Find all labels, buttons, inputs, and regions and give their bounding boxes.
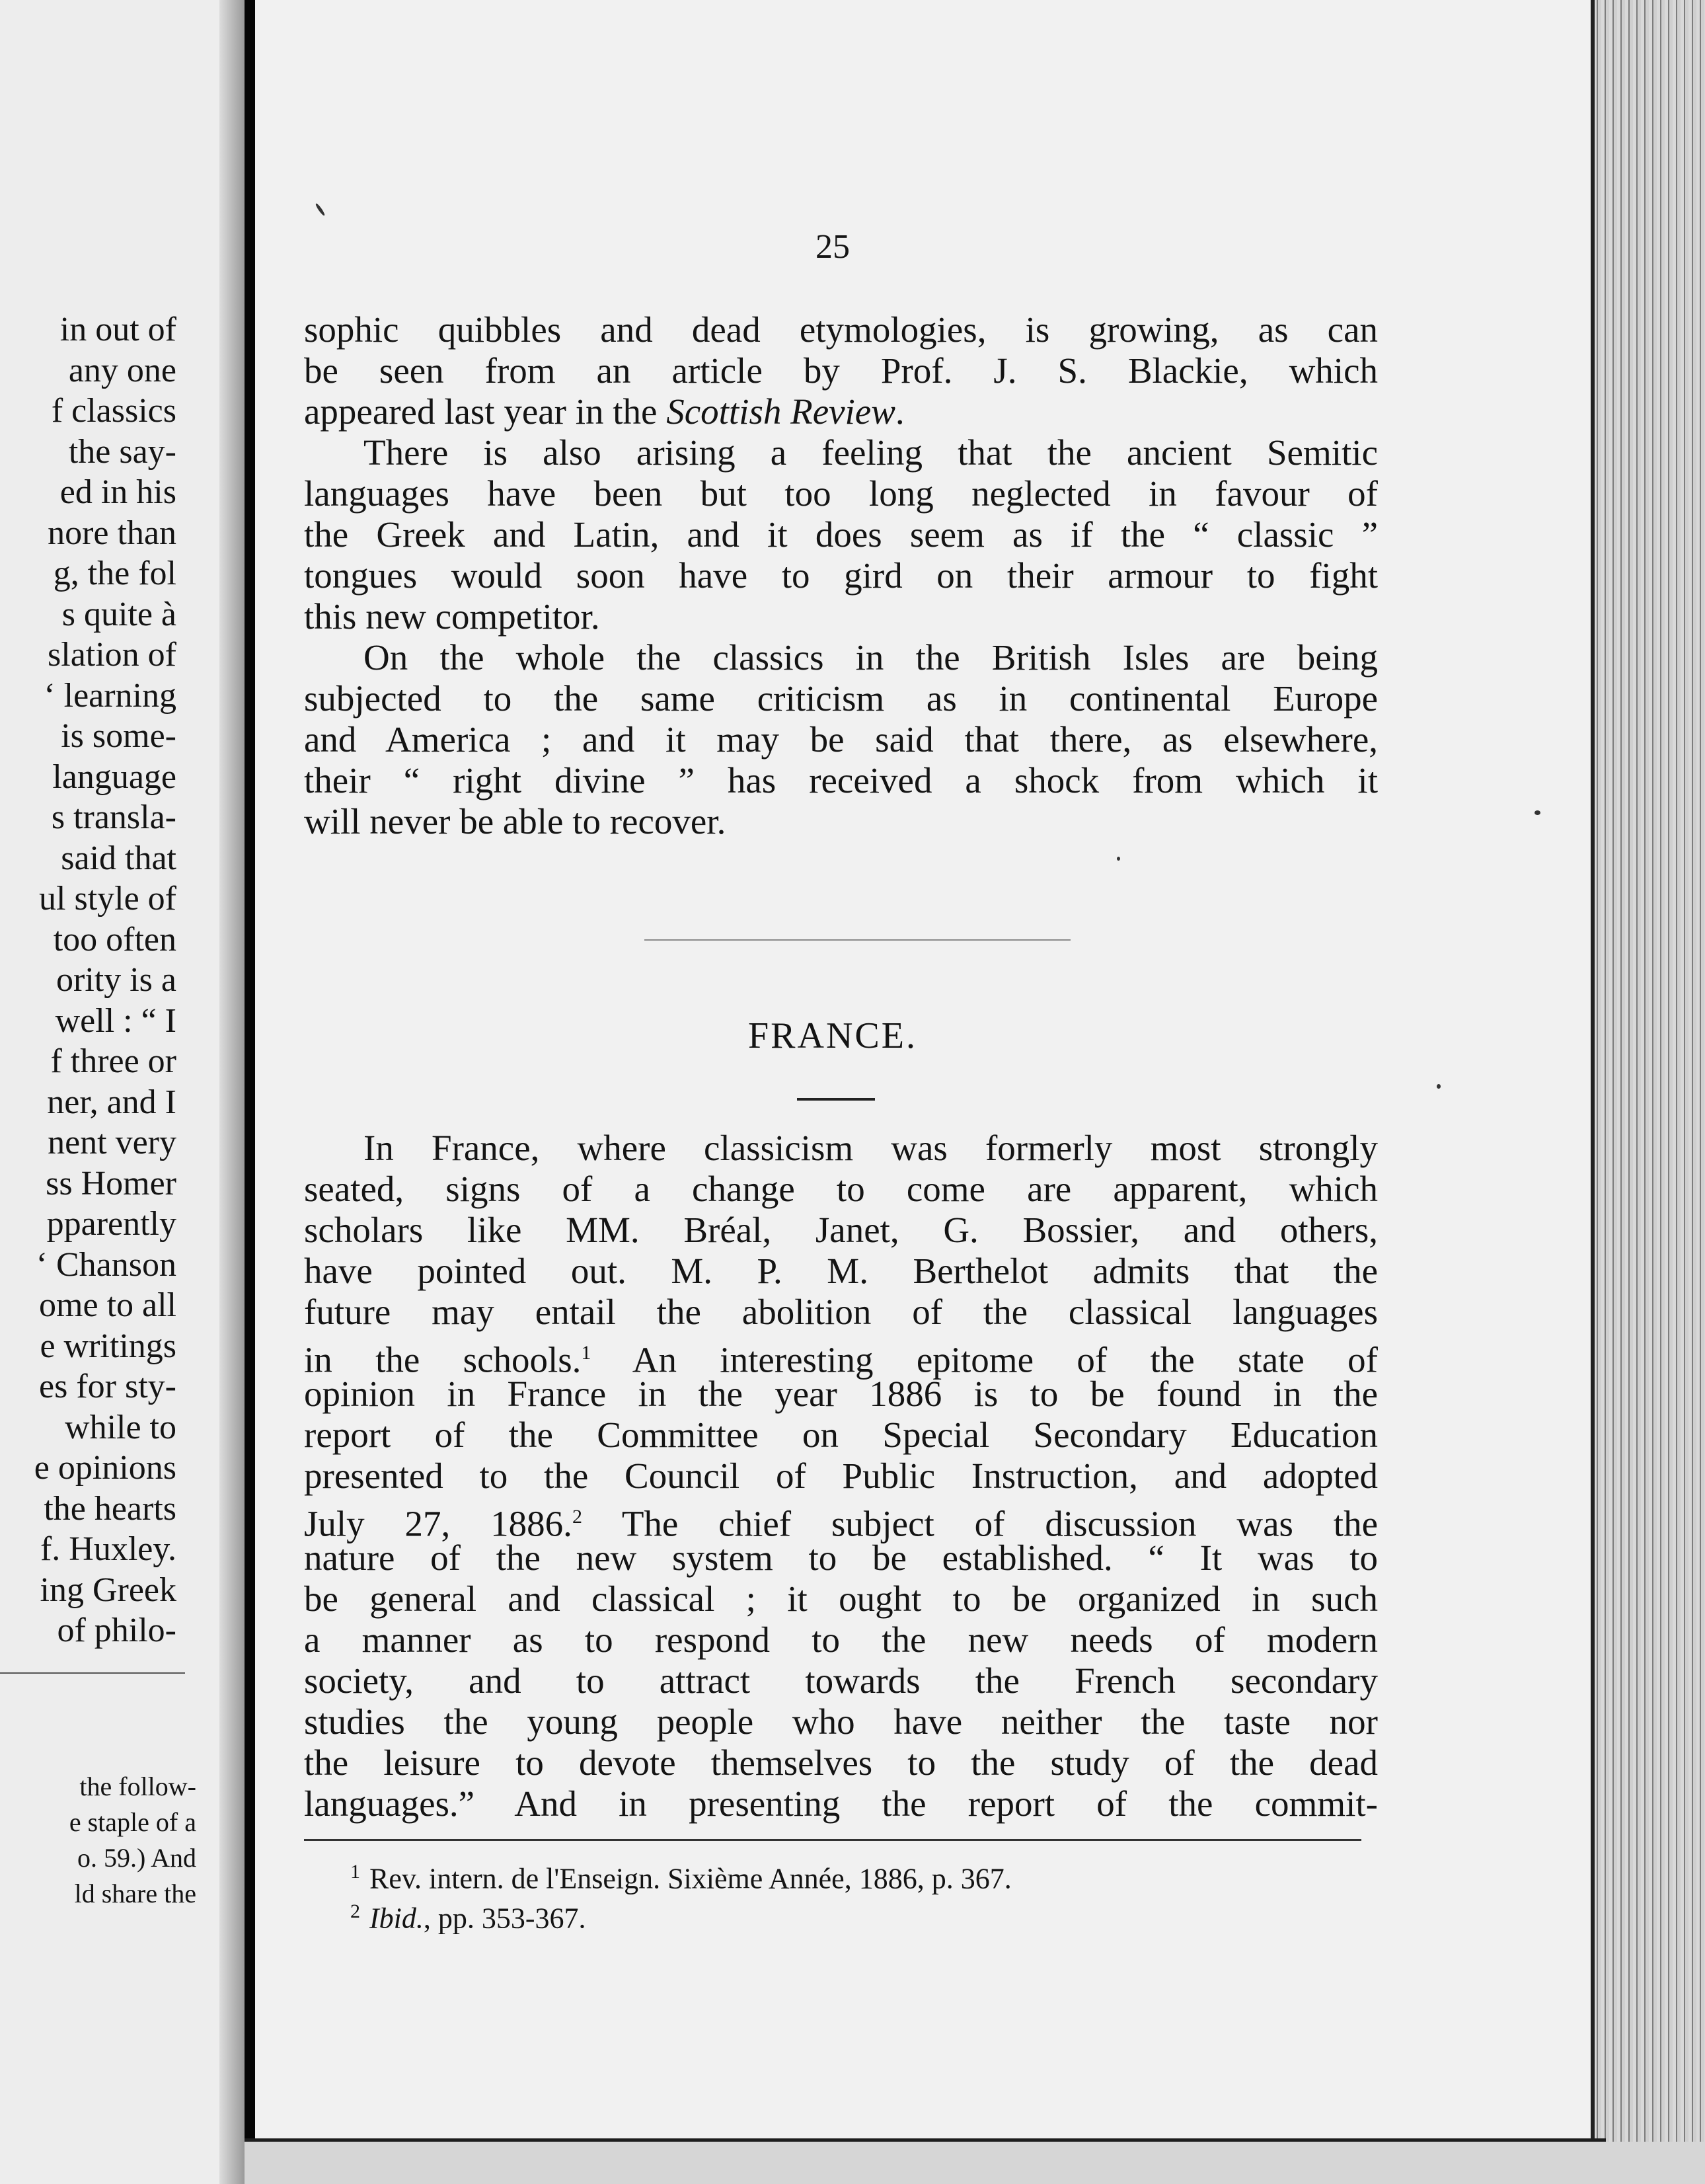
section-heading: FRANCE. <box>748 1015 917 1056</box>
footnote-text: Rev. intern. de l'Enseign. Sixième Année, 1886, p. 367. <box>369 1862 1012 1895</box>
facing-page-line: nore than <box>48 514 176 552</box>
text-line: sophic quibbles and dead etymologies, is growing, as can <box>304 309 1378 350</box>
facing-page-line: too often <box>53 920 176 958</box>
text-line: presented to the Council of Public Instruction, and adopted <box>304 1456 1378 1496</box>
text-line: opinion in France in the year 1886 is to be found in the <box>304 1374 1378 1414</box>
facing-page-line: f. Huxley. <box>40 1530 176 1568</box>
text-line: In France, where classicism was formerly most strongly <box>363 1128 1378 1168</box>
text-line: the Greek and Latin, and it does seem as if the “ classic ” <box>304 514 1378 555</box>
text-line: a manner as to respond to the new needs of modern <box>304 1619 1378 1660</box>
facing-page-line: pparently <box>46 1205 176 1243</box>
facing-page-left <box>0 0 228 2184</box>
text-fragment: in the schools. <box>304 1339 582 1380</box>
page-number: 25 <box>815 228 850 266</box>
facing-page-line: es for sty- <box>39 1368 176 1405</box>
facing-page-line: s transla- <box>51 799 176 836</box>
text-line: studies the young people who have neither the taste nor <box>304 1701 1378 1742</box>
facing-page-line: e writings <box>40 1327 176 1365</box>
footnote-mark: 1 <box>350 1861 360 1883</box>
text-line: tongues would soon have to gird on their armour to fight <box>304 555 1378 596</box>
facing-page-line: of philo- <box>57 1612 176 1649</box>
text-line: nature of the new system to be established. “ It was to <box>304 1538 1378 1578</box>
footnote-text: , pp. 353-367. <box>423 1902 586 1935</box>
facing-page-line: ‘ learning <box>44 676 176 715</box>
heading-dash <box>797 1098 875 1101</box>
section-separator <box>644 939 1071 941</box>
text-line: future may entail the abolition of the classical languages <box>304 1292 1378 1332</box>
text-line: have pointed out. M. P. M. Berthelot admits that the <box>304 1251 1378 1291</box>
text-line: On the whole the classics in the British Isles are being <box>363 637 1378 678</box>
facing-page-line: nent very <box>48 1124 176 1161</box>
facing-page-line: ss Homer <box>46 1164 176 1202</box>
facing-page-line: s quite à <box>61 595 176 633</box>
text-line: this new competitor. <box>304 596 600 637</box>
text-line: will never be able to recover. <box>304 801 726 841</box>
facing-page-line: g, the fol <box>53 555 176 592</box>
footnote-reference: 1 <box>581 1342 591 1364</box>
facing-page-line: f classics <box>51 392 176 430</box>
text-line: society, and to attract towards the French secondary <box>304 1660 1378 1701</box>
text-line: the leisure to devote themselves to the study of the dead <box>304 1742 1378 1783</box>
facing-page-line: ing Greek <box>40 1571 176 1609</box>
facing-page-line: e opinions <box>34 1449 176 1487</box>
text-fragment: appeared last year in the <box>304 391 667 432</box>
scan-speck <box>1117 857 1120 861</box>
text-line: languages.” And in presenting the report of the commit- <box>304 1783 1378 1824</box>
footnote <box>350 1855 1342 1896</box>
text-fragment: The chief subject of discussion was the <box>582 1503 1378 1544</box>
facing-page-line: well : “ I <box>55 1001 176 1040</box>
gutter-shadow <box>219 0 245 2184</box>
text-fragment: July 27, 1886. <box>304 1503 572 1544</box>
text-line: scholars like MM. Bréal, Janet, G. Bossier, and others, <box>304 1210 1378 1250</box>
facing-page-footnote-line: o. 59.) And <box>77 1843 196 1873</box>
footnote-reference: 2 <box>572 1506 582 1528</box>
footnote-ibid: Ibid. <box>369 1902 424 1935</box>
text-line <box>304 391 1378 432</box>
text-line: subjected to the same criticism as in continental Europe <box>304 678 1378 719</box>
facing-page-line: ome to all <box>39 1286 176 1324</box>
facing-page-line: the say- <box>68 432 176 471</box>
scan-speck <box>1534 810 1540 815</box>
facing-page-footnote-line: e staple of a <box>69 1807 196 1837</box>
page-edges <box>1593 0 1705 2184</box>
page-edge-border <box>1591 0 1595 2148</box>
text-line: There is also arising a feeling that the ancient Semitic <box>363 432 1378 473</box>
facing-page-footnote-rule <box>0 1672 185 1674</box>
text-line: seated, signs of a change to come are apparent, which <box>304 1169 1378 1209</box>
facing-page-line: ul style of <box>39 880 176 917</box>
journal-title: Scottish Review <box>666 391 895 432</box>
facing-page-line: slation of <box>48 636 176 674</box>
facing-page-line: ed in his <box>59 473 176 511</box>
text-line: be seen from an article by Prof. J. S. Blackie, which <box>304 350 1378 391</box>
book-gutter <box>245 0 255 2148</box>
facing-page-line: the hearts <box>44 1489 176 1528</box>
text-line: be general and classical ; it ought to be organized in such <box>304 1579 1378 1619</box>
facing-page-footnote-line: the follow- <box>79 1772 196 1801</box>
footnote <box>350 1894 1342 1936</box>
text-line: languages have been but too long neglected in favour of <box>304 473 1378 514</box>
text-fragment: . <box>895 391 905 432</box>
scan-speck <box>1437 1084 1441 1089</box>
facing-page-line: said that <box>61 839 176 877</box>
facing-page-line: any one <box>68 351 176 389</box>
facing-page-line: is some- <box>61 717 176 755</box>
text-fragment: An interesting epitome of the state of <box>591 1339 1378 1380</box>
facing-page-line: in out of <box>59 311 176 348</box>
text-line: their “ right divine ” has received a shock from which it <box>304 760 1378 800</box>
text-line: and America ; and it may be said that there, as elsewhere, <box>304 719 1378 760</box>
facing-page-line: ner, and I <box>47 1083 176 1121</box>
facing-page-line: ‘ Chanson <box>36 1245 176 1284</box>
facing-page-line: while to <box>65 1408 176 1446</box>
facing-page-footnote-line: ld share the <box>74 1879 196 1908</box>
facing-page-line: ority is a <box>56 961 176 999</box>
scan-bottom-band <box>245 2142 1705 2184</box>
footnote-mark: 2 <box>350 1900 360 1922</box>
text-line: report of the Committee on Special Secondary Education <box>304 1415 1378 1455</box>
facing-page-line: f three or <box>50 1042 176 1080</box>
facing-page-line: language <box>52 758 176 796</box>
footnote-rule <box>304 1839 1361 1841</box>
